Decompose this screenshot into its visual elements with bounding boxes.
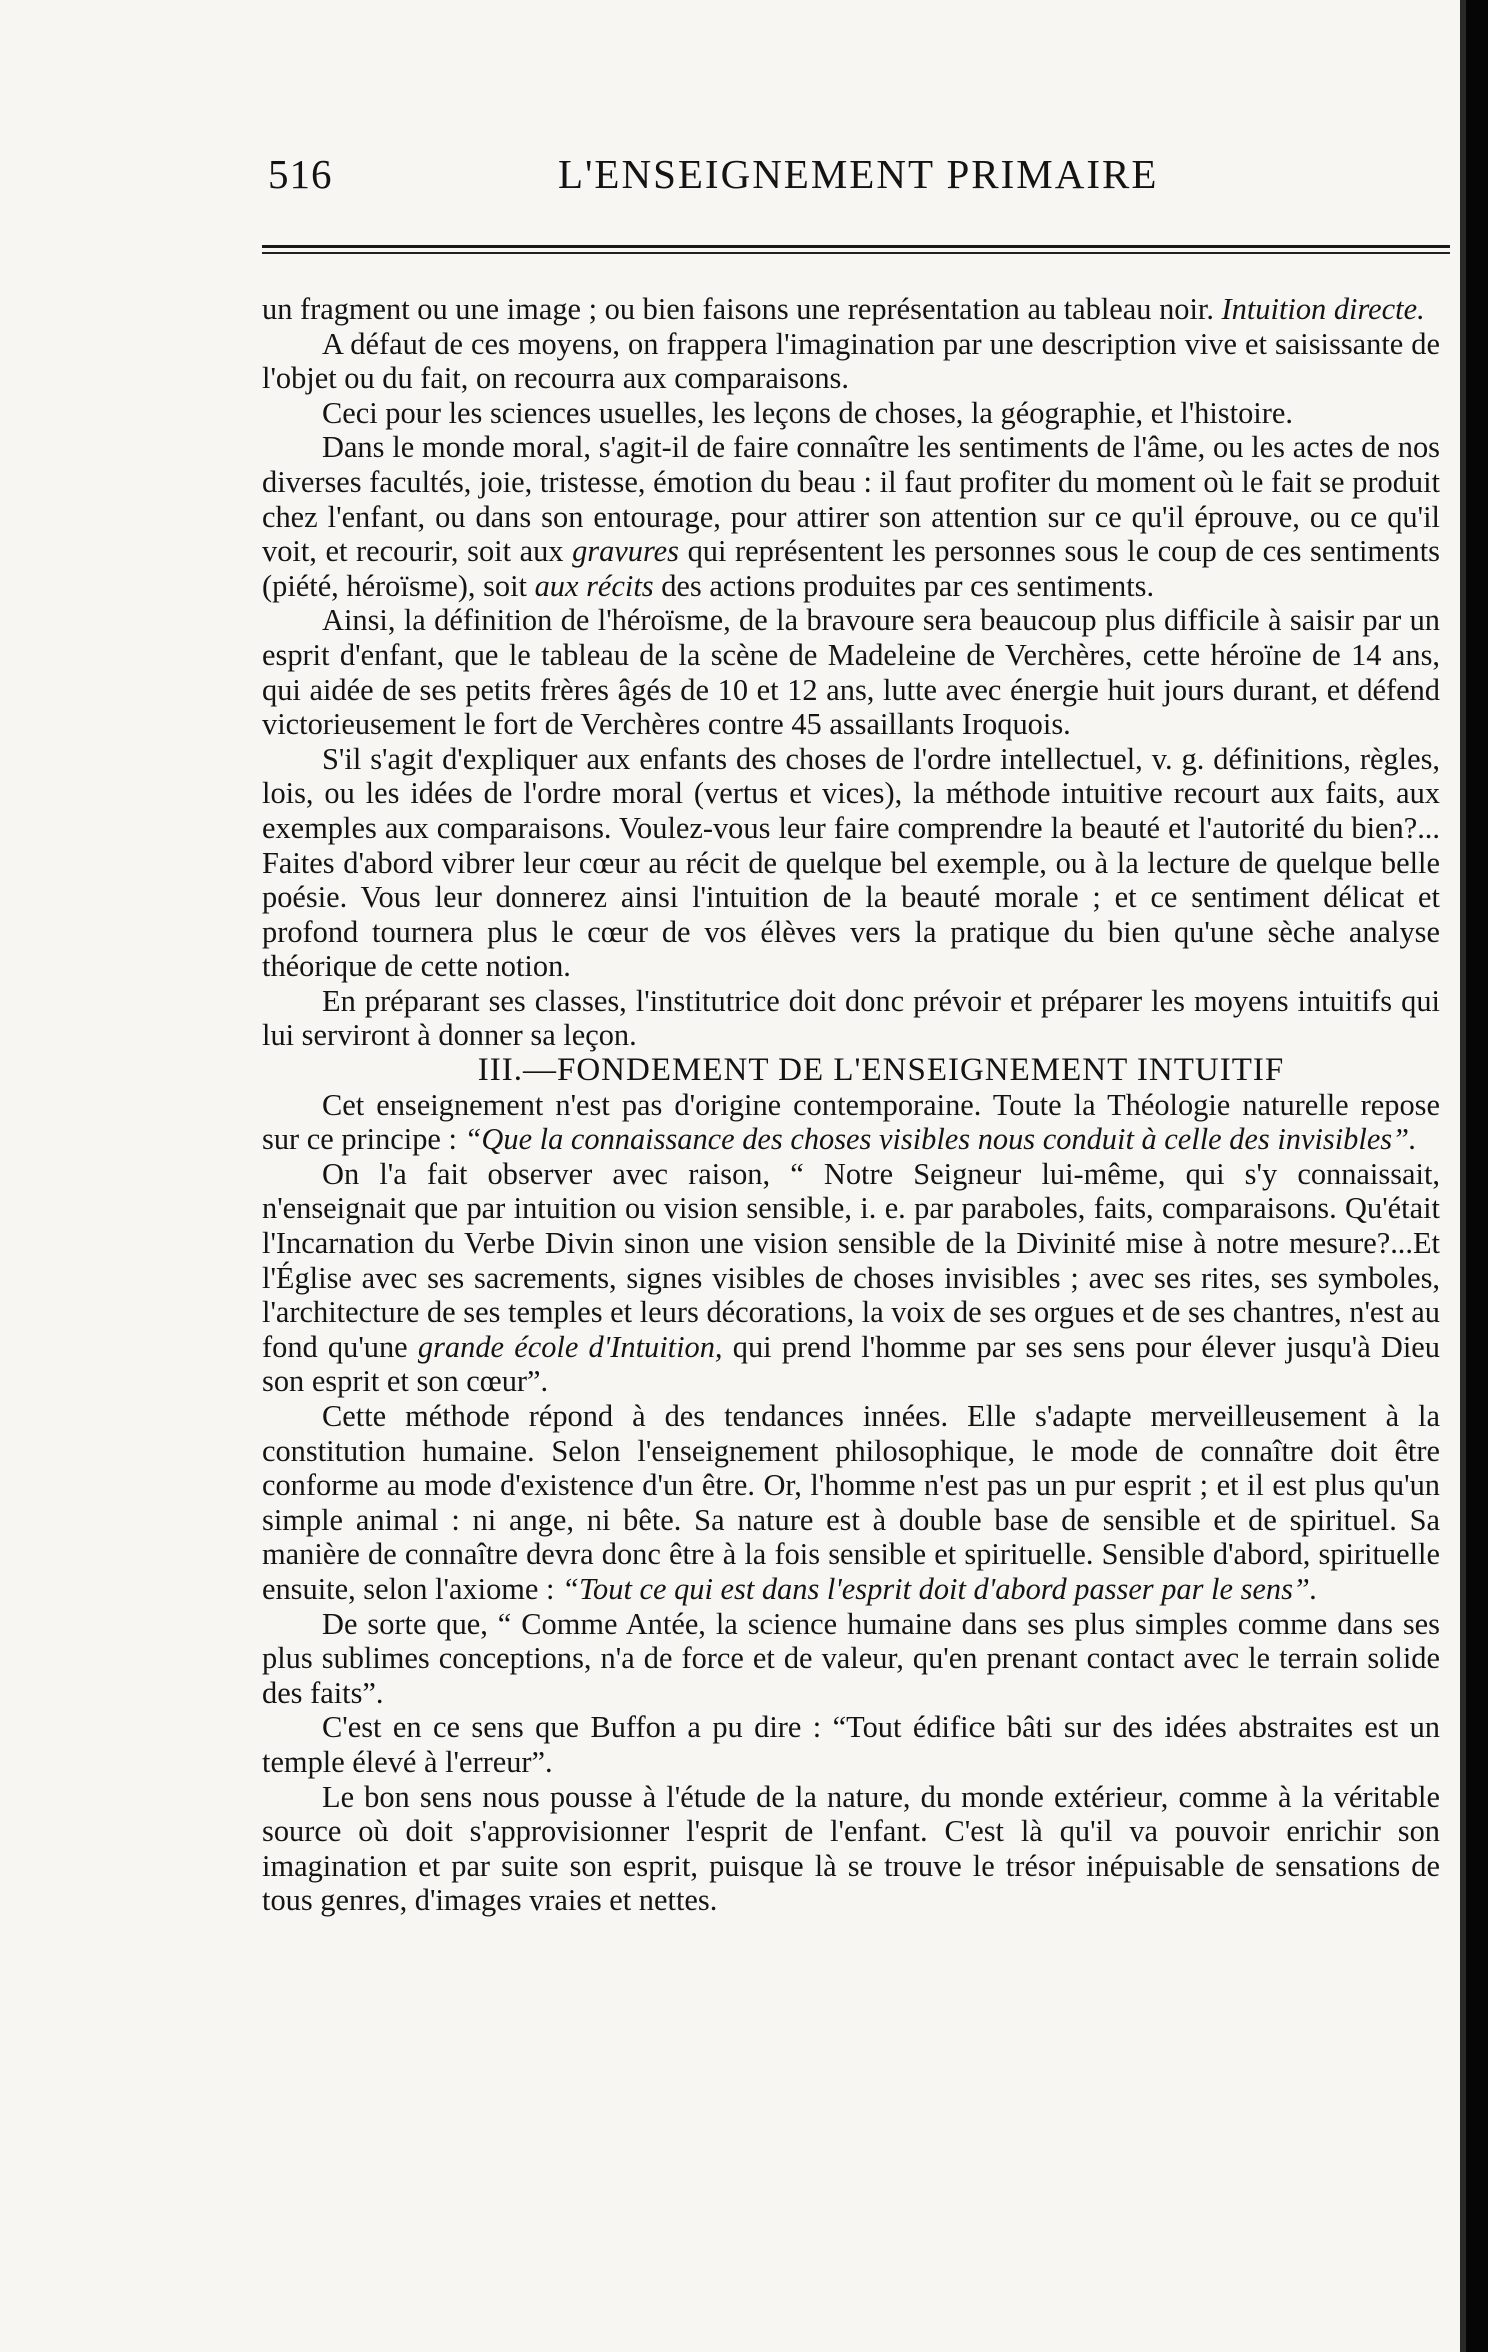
paragraph-text: Cet enseignement n'est pas d'origine contemporaine. Toute la Théologie naturelle repose sur ce principe : xyxy=(262,1087,1440,1157)
running-title: L'ENSEIGNEMENT PRIMAIRE xyxy=(558,151,1159,197)
paragraph-text: des actions produites par ces sentiments. xyxy=(653,568,1155,603)
paragraph: De sorte que, “ Comme Antée, la science humaine dans ses plus simples comme dans ses plus sublimes conceptions, n'a de force et de valeur, qu'en prenant contact avec le terrain solide des faits”. xyxy=(262,1606,1440,1710)
scan-border xyxy=(1466,0,1488,2352)
paragraph xyxy=(262,1399,1440,1607)
paragraph: C'est en ce sens que Buffon a pu dire : “Tout édifice bâti sur des idées abstraites est un temple élevé à l'erreur”. xyxy=(262,1710,1440,1779)
paragraph xyxy=(262,1157,1440,1399)
paragraph xyxy=(262,1088,1440,1157)
quote-text: “Tout ce qui est dans l'esprit doit d'abord passer par le sens”. xyxy=(562,1571,1318,1606)
header-rule xyxy=(262,245,1450,248)
paragraph-text: qui prend l'homme par ses sens pour élever jusqu'à Dieu son esprit et son cœur”. xyxy=(262,1329,1440,1399)
body-text xyxy=(262,292,1440,1918)
page-number: 516 xyxy=(268,151,333,197)
emphasis-text: Intuition directe. xyxy=(1221,292,1425,326)
paragraph-text: qui représentent les personnes sous le coup de ces sentiments (piété, héroïsme), soit xyxy=(262,534,1440,603)
header-rule xyxy=(262,252,1450,254)
paragraph xyxy=(262,430,1440,603)
emphasis-text: grande école d'Intuition, xyxy=(417,1329,723,1364)
paragraph: Ainsi, la définition de l'héroïsme, de la bravoure sera beaucoup plus difficile à saisir par un esprit d'enfant, que le tableau de la scène de Madeleine de Verchères, cette héroïne de 14 ans, qui aidée de ses petits frères âgés de 10 et 12 ans, lutte avec énergie huit jours durant, et défend victorieusement le fort de Verchères contre 45 assaillants Iroquois. xyxy=(262,603,1440,742)
paragraph: S'il s'agit d'expliquer aux enfants des choses de l'ordre intellectuel, v. g. définitions, règles, lois, ou les idées de l'ordre moral (vertus et vices), la méthode intuitive recourt aux faits, aux exemples aux comparaisons. Voulez-vous leur faire comprendre la beauté et l'autorité du bien?... Faites d'abord vibrer leur cœur au récit de quelque bel exemple, ou à la lecture de quelque belle poésie. Vous leur donnerez ainsi l'intuition de la beauté morale ; et ce sentiment délicat et profond tournera plus le cœur de vos élèves vers la pratique du bien qu'une sèche analyse théorique de cette notion. xyxy=(262,741,1440,984)
section-heading: III.—FONDEMENT DE L'ENSEIGNEMENT INTUITIF xyxy=(477,1052,1285,1089)
paragraph: En préparant ses classes, l'institutrice doit donc prévoir et préparer les moyens intuitifs qui lui serviront à donner sa leçon. xyxy=(262,983,1440,1053)
emphasis-text: aux récits xyxy=(534,568,654,603)
paragraph-text: Dans le monde moral, s'agit-il de faire connaître les sentiments de l'âme, ou les actes de nos diverses facultés, joie, tristesse, émotion du beau : il faut profiter du moment où le fait se produit chez l'enfant, ou dans son entourage, pour attirer son attention sur ce qu'il éprouve, ou ce qu'il voit, et recourir, soit aux xyxy=(262,430,1440,569)
quote-text: “Que la connaissance des choses visibles nous conduit à celle des invisibles”. xyxy=(464,1122,1417,1157)
paragraph-text: On l'a fait observer avec raison, “ Notre Seigneur lui-même, qui s'y connaissait, n'enseignait que par intuition ou vision sensible, i. e. par paraboles, faits, comparaisons. Qu'était l'Incarnation du Verbe Divin sinon une vision sensible de la Divinité mise à notre mesure?...Et l'Église avec ses sacrements, signes visibles de choses invisibles ; avec ses rites, ses symboles, l'architecture de ses temples et leurs décorations, la voix de ses orgues et de ses chantres, n'est au fond qu'une xyxy=(262,1156,1440,1364)
paragraph-text: un fragment ou une image ; ou bien faisons une représentation au tableau noir. xyxy=(262,292,1222,326)
paragraph: Le bon sens nous pousse à l'étude de la nature, du monde extérieur, comme à la véritable source où doit s'approvisionner l'esprit de l'enfant. C'est là qu'il va pouvoir enrichir son imagination et par suite son esprit, puisque là se trouve le trésor inépuisable de sensations de tous genres, d'images vraies et nettes. xyxy=(262,1779,1440,1918)
emphasis-text: gravures xyxy=(572,534,679,569)
paragraph-text: Cette méthode répond à des tendances innées. Elle s'adapte merveilleusement à la constitution humaine. Selon l'enseignement philosophique, le mode de connaître doit être conforme au mode d'existence d'un être. Or, l'homme n'est pas un pur esprit ; et il est plus qu'un simple animal : ni ange, ni bête. Sa nature est à double base de sensible et de spirituel. Sa manière de connaître devra donc être à la fois sensible et spirituelle. Sensible d'abord, spirituelle ensuite, selon l'axiome : xyxy=(262,1399,1440,1606)
paragraph: A défaut de ces moyens, on frappera l'imagination par une description vive et saisissante de l'objet ou du fait, on recourra aux comparaisons. xyxy=(262,326,1440,396)
paragraph: Ceci pour les sciences usuelles, les leçons de choses, la géographie, et l'histoire. xyxy=(322,395,1293,430)
page-header xyxy=(268,150,1458,220)
paragraph xyxy=(262,292,1440,327)
